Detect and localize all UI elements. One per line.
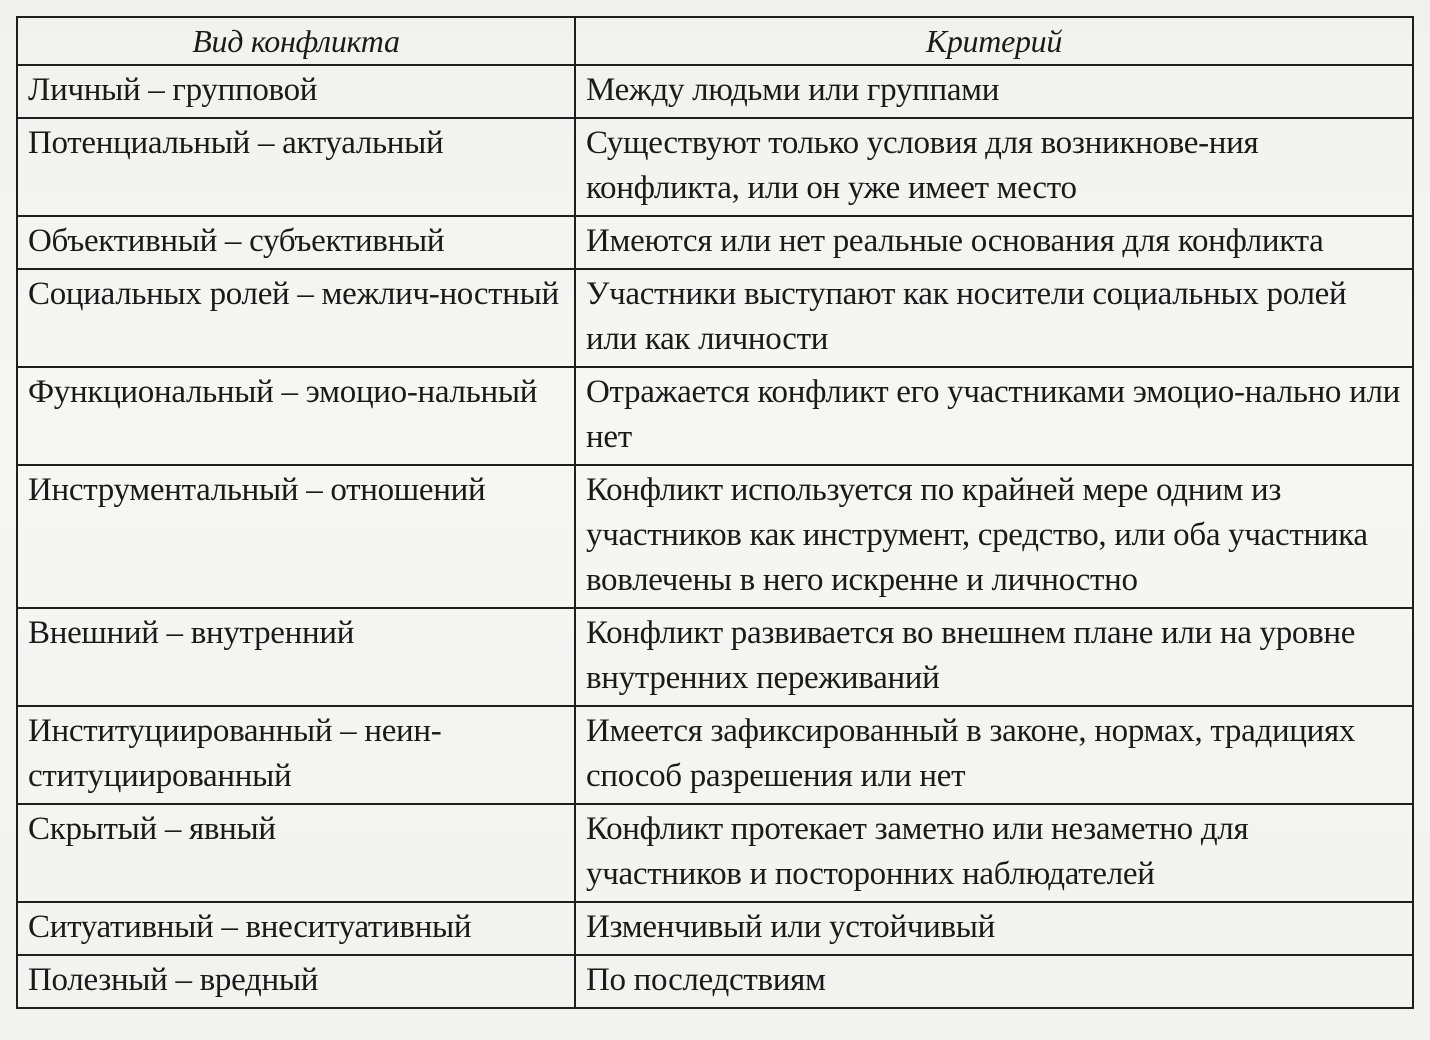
table-header-row <box>17 17 1413 65</box>
conflict-type-cell: Ситуативный – внеситуативный <box>17 902 575 955</box>
conflict-type-cell: Личный – групповой <box>17 65 575 118</box>
table-row <box>17 65 1413 118</box>
conflict-type-cell: Функциональный – эмоцио-нальный <box>17 367 575 465</box>
criterion-cell: Участники выступают как носители социальных ролей или как личности <box>575 269 1413 367</box>
criterion-cell: Существуют только условия для возникнове-ния конфликта, или он уже имеет место <box>575 118 1413 216</box>
table-row <box>17 608 1413 706</box>
conflict-types-table <box>16 16 1414 1009</box>
criterion-cell: Имеются или нет реальные основания для конфликта <box>575 216 1413 269</box>
table-row <box>17 118 1413 216</box>
table-row <box>17 902 1413 955</box>
conflict-type-cell: Социальных ролей – межлич-ностный <box>17 269 575 367</box>
criterion-cell: Изменчивый или устойчивый <box>575 902 1413 955</box>
criterion-cell: Конфликт развивается во внешнем плане или на уровне внутренних переживаний <box>575 608 1413 706</box>
criterion-cell: По последствиям <box>575 955 1413 1008</box>
conflict-type-cell: Полезный – вредный <box>17 955 575 1008</box>
conflict-type-cell: Скрытый – явный <box>17 804 575 902</box>
table-row <box>17 804 1413 902</box>
conflict-type-cell: Инструментальный – отношений <box>17 465 575 608</box>
table-row <box>17 367 1413 465</box>
criterion-cell: Отражается конфликт его участниками эмоцио-нально или нет <box>575 367 1413 465</box>
table-row <box>17 465 1413 608</box>
header-criterion: Критерий <box>575 17 1413 65</box>
criterion-cell: Имеется зафиксированный в законе, нормах, традициях способ разрешения или нет <box>575 706 1413 804</box>
conflict-type-cell: Внешний – внутренний <box>17 608 575 706</box>
table-row <box>17 706 1413 804</box>
conflict-type-cell: Объективный – субъективный <box>17 216 575 269</box>
table-row <box>17 216 1413 269</box>
conflict-type-cell: Потенциальный – актуальный <box>17 118 575 216</box>
criterion-cell: Конфликт используется по крайней мере одним из участников как инструмент, средство, или оба участника вовлечены в него искренне и личностно <box>575 465 1413 608</box>
header-conflict-type: Вид конфликта <box>17 17 575 65</box>
criterion-cell: Между людьми или группами <box>575 65 1413 118</box>
table-row <box>17 955 1413 1008</box>
conflict-type-cell: Институциированный – неин-ституциированный <box>17 706 575 804</box>
table-row <box>17 269 1413 367</box>
criterion-cell: Конфликт протекает заметно или незаметно для участников и посторонних наблюдателей <box>575 804 1413 902</box>
